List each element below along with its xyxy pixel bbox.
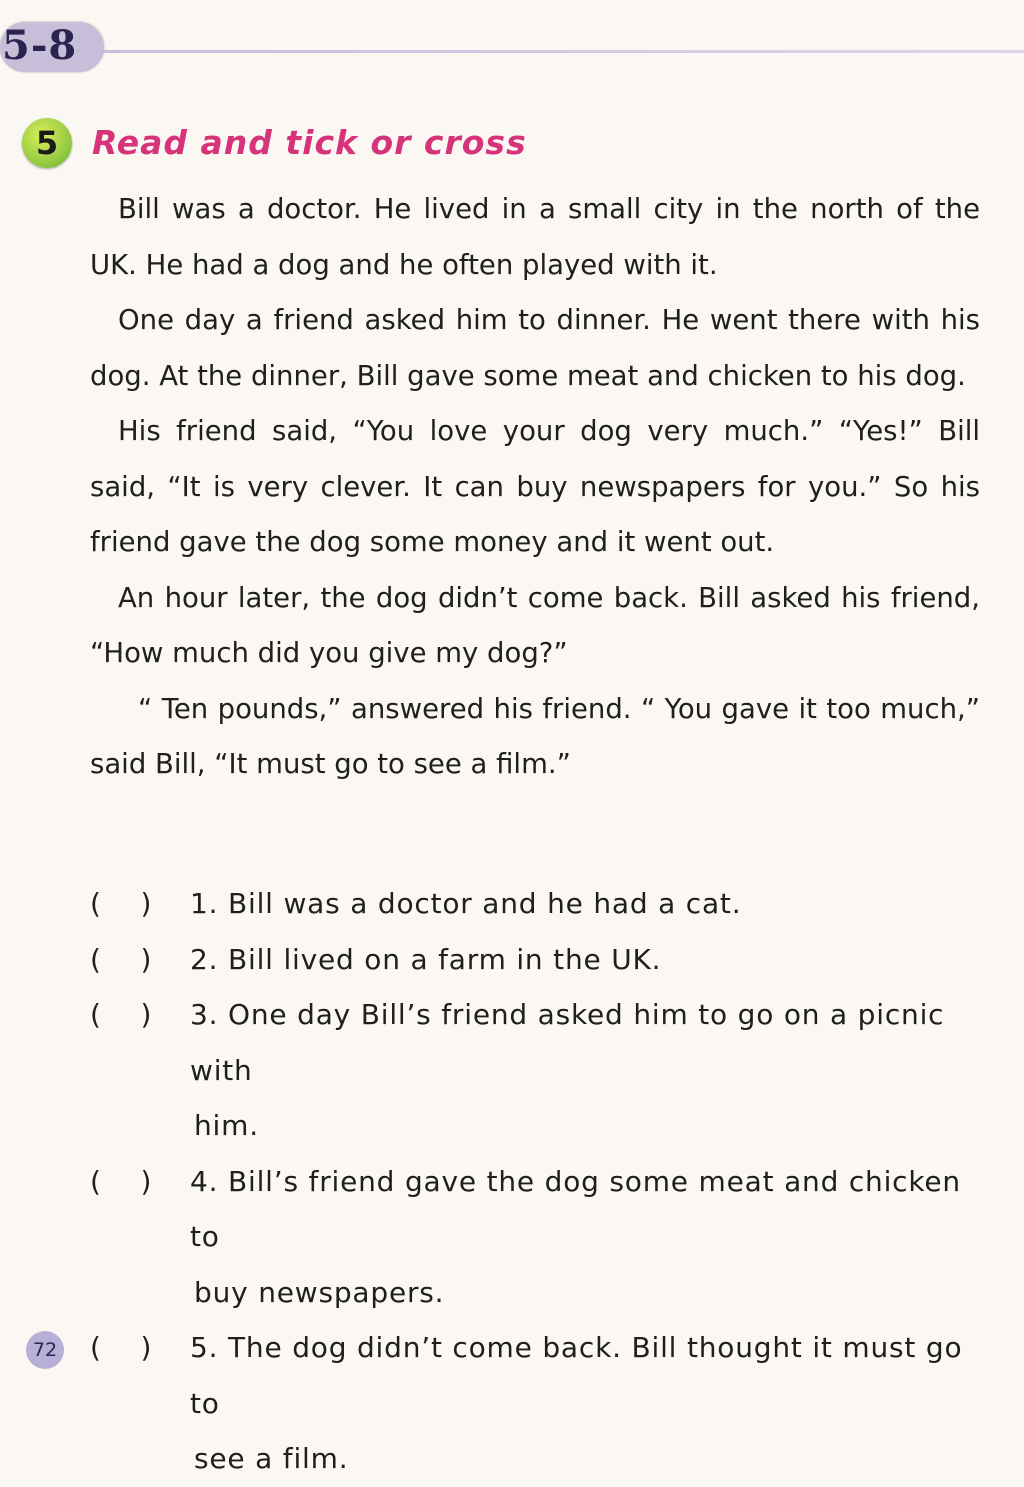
question-item — [90, 932, 1000, 988]
question-text-continued: him. — [194, 1109, 259, 1142]
passage-paragraph: An hour later, the dog didn’t come back. Bill asked his friend, “How much did you give my dog?” — [90, 581, 980, 669]
unit-label: 5-8 — [2, 22, 78, 69]
question-item — [90, 876, 1000, 932]
question-text-continued: buy newspapers. — [194, 1275, 445, 1309]
question-text: 4. Bill’s friend gave the dog some meat and chicken to — [190, 1164, 961, 1253]
passage-paragraph: His friend said, “You love your dog very much.” “Yes!” Bill said, “It is very clever. It can buy newspapers for you.” So his friend gave the dog some money and it went out. — [90, 415, 980, 558]
section-number: 5 — [35, 124, 59, 162]
passage-paragraph: One day a friend asked him to dinner. He went there with his dog. At the dinner, Bill gave some meat and chicken to his dog. — [90, 304, 980, 392]
question-text: 1. Bill was a doctor and he had a cat. — [190, 887, 742, 920]
section-title: Read and tick or cross — [92, 123, 527, 162]
question-text: 2. Bill lived on a farm in the UK. — [190, 942, 662, 976]
question-item — [90, 1154, 1000, 1321]
question-text: 5. The dog didn’t come back. Bill thought it must go to — [190, 1331, 963, 1420]
answer-blank[interactable]: ( ) — [90, 1331, 153, 1364]
page-number: 72 — [26, 1331, 64, 1369]
question-item — [90, 987, 1000, 1154]
answer-blank[interactable]: ( ) — [90, 1164, 153, 1198]
question-text: 3. One day Bill’s friend asked him to go on a picnic with — [190, 998, 945, 1087]
question-list — [90, 876, 1000, 1487]
passage-paragraph: Bill was a doctor. He lived in a small city in the north of the UK. He had a dog and he often played with it. — [90, 193, 980, 281]
passage-paragraph: “ Ten pounds,” answered his friend. “ You gave it too much,” said Bill, “It must go to see a film.” — [90, 692, 980, 780]
header-divider — [100, 50, 1024, 53]
answer-blank[interactable]: ( ) — [90, 998, 153, 1031]
question-item — [90, 1320, 1000, 1487]
answer-blank[interactable]: ( ) — [90, 942, 153, 976]
reading-passage — [90, 182, 980, 793]
answer-blank[interactable]: ( ) — [90, 887, 153, 920]
question-text-continued: see a film. — [194, 1442, 349, 1475]
